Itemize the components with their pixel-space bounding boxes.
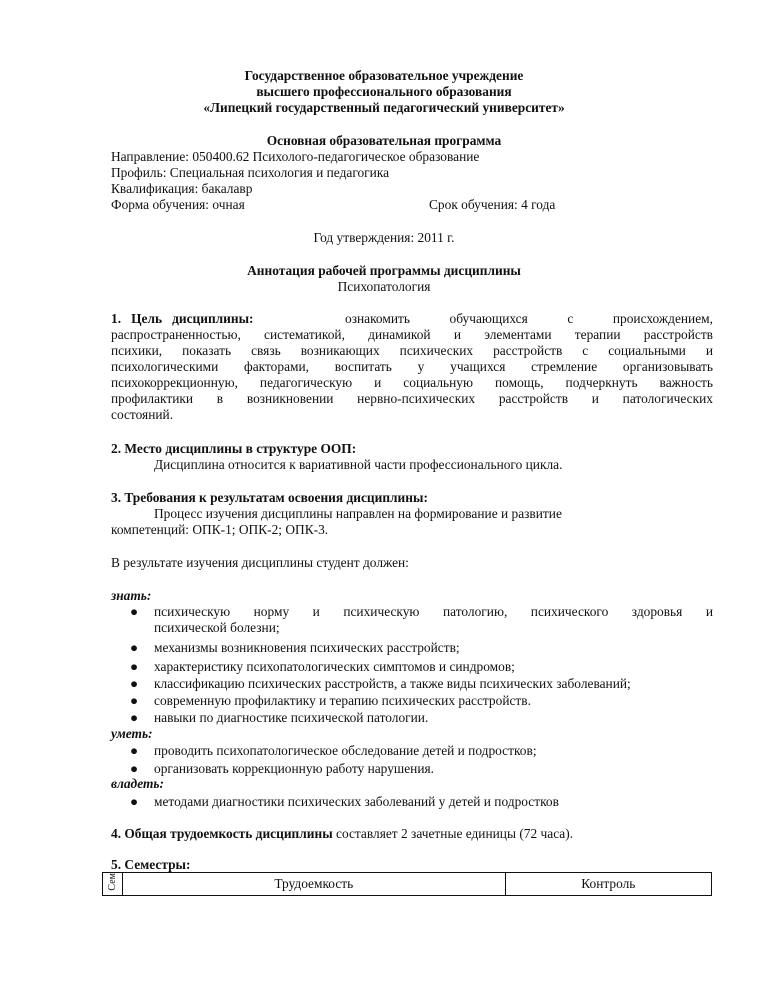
table-header-semester [103, 873, 123, 896]
section1-heading: 1. Цель дисциплины: [111, 311, 254, 326]
know-item-5: современную профилактику и терапию психических расстройств. [154, 693, 531, 708]
program-duration: Срок обучения: 4 года [429, 197, 556, 212]
bullet-icon: ● [130, 761, 139, 776]
section1-line-1: ознакомить обучающихся с происхождением, [345, 311, 713, 326]
discipline-name: Психопатология [337, 279, 431, 294]
know-item-3: характеристику психопатологических симптомов и синдромов; [154, 659, 515, 674]
bullet-icon: ● [130, 693, 139, 708]
annotation-title: Аннотация рабочей программы дисциплины [247, 263, 521, 278]
section5-heading: 5. Семестры: [111, 857, 191, 872]
know-item-1-line-2: психической болезни; [154, 620, 280, 635]
master-label: владеть: [111, 776, 164, 791]
section3-intro: В результате изучения дисциплины студент должен: [111, 555, 409, 570]
able-label: уметь: [111, 726, 153, 741]
semester-column-label: Сем [106, 873, 118, 891]
approval-year: Год утверждения: 2011 г. [313, 230, 455, 245]
program-qualification: Квалификация: бакалавр [111, 181, 253, 196]
bullet-icon: ● [130, 676, 139, 691]
section1-body [111, 327, 713, 423]
bullet-icon: ● [130, 710, 139, 725]
section4-heading: 4. Общая трудоемкость дисциплины [111, 826, 333, 841]
able-item-1: проводить психопатологическое обследование детей и подростков; [154, 743, 537, 758]
know-item-2: механизмы возникновения психических расстройств; [154, 640, 460, 655]
know-item-4: классификацию психических расстройств, а также виды психических заболеваний; [154, 676, 631, 691]
section2-text: Дисциплина относится к вариативной части профессионального цикла. [154, 457, 563, 472]
bullet-icon: ● [130, 743, 139, 758]
program-title: Основная образовательная программа [266, 133, 502, 148]
bullet-icon: ● [130, 794, 139, 809]
section4 [111, 826, 573, 842]
program-direction: Направление: 050400.62 Психолого-педагогическое образование [111, 149, 480, 164]
section3-heading: 3. Требования к результатам освоения дисциплины: [111, 490, 428, 505]
section1-line-7: состояний. [111, 407, 174, 422]
section4-text: составляет 2 зачетные единицы (72 часа). [332, 826, 574, 841]
able-item-2: организовать коррекционную работу нарушения. [154, 761, 434, 776]
bullet-icon: ● [130, 659, 139, 674]
master-item-1: методами диагностики психических заболеваний у детей и подростков [154, 794, 559, 809]
section2-heading: 2. Место дисциплины в структуре ООП: [111, 441, 357, 456]
section1-line-4: психологическими факторами, воспитать у учащихся стремление организовывать [111, 359, 713, 374]
header-line-1: Государственное образовательное учреждение [244, 68, 524, 83]
table-header-control: Контроль [505, 873, 711, 896]
section1-line-3: психики, показать связь возникающих психических расстройств с социальными и [111, 343, 713, 358]
section1-line-2: распространенностью, систематикой, динамикой и элементами терапии расстройств [111, 327, 713, 342]
header-line-2: высшего профессионального образования [256, 84, 512, 99]
semesters-table [102, 872, 712, 896]
section3-line-2: компетенций: ОПК-1; ОПК-2; ОПК-3. [111, 522, 329, 537]
section3-line-1: Процесс изучения дисциплины направлен на формирование и развитие [154, 506, 562, 521]
program-form: Форма обучения: очная [111, 197, 245, 212]
know-item-6: навыки по диагностике психической патологии. [154, 710, 429, 725]
program-profile: Профиль: Специальная психология и педагогика [111, 165, 390, 180]
know-item-1-line-1: психическую норму и психическую патологию, психического здоровья и [154, 604, 713, 619]
table-header-labor: Трудоемкость [122, 873, 505, 896]
table-row [103, 873, 712, 896]
know-label: знать: [111, 588, 152, 603]
bullet-icon: ● [130, 604, 139, 619]
section1-line-6: профилактики в возникновении нервно-психических расстройств и патологических [111, 391, 713, 406]
bullet-icon: ● [130, 640, 139, 655]
section1-line-5: психокоррекционную, педагогическую и социальную помощь, подчеркнуть важность [111, 375, 713, 390]
header-line-3: «Липецкий государственный педагогический университет» [203, 100, 565, 115]
